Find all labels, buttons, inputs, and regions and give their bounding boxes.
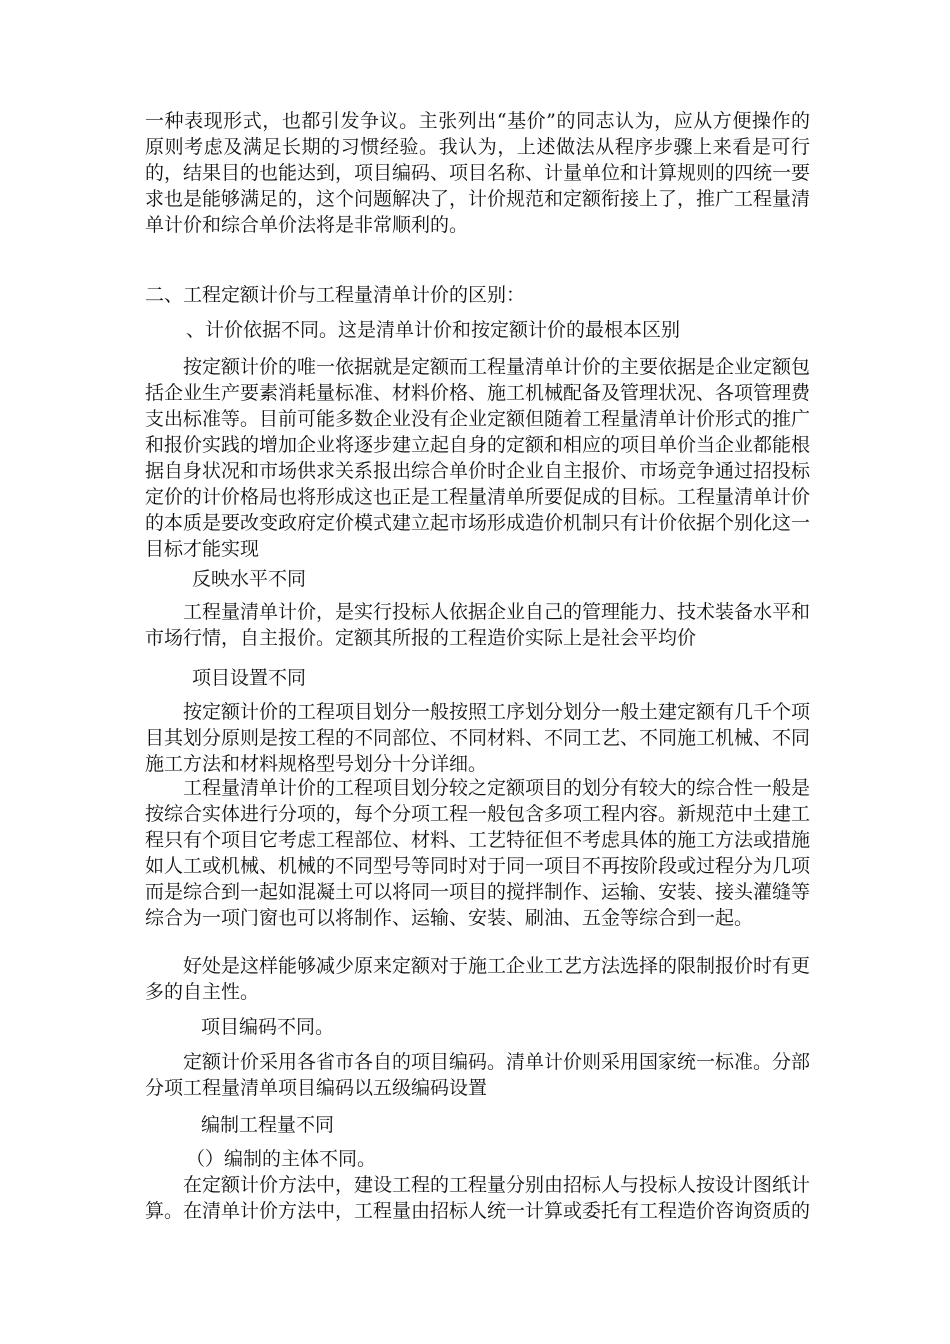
paragraph-item-code: 定额计价采用各省市各自的项目编码。清单计价则采用国家统一标准。分部分项工程量清单项目编码以五级编码设置 — [145, 1051, 811, 1099]
paragraph-subject: 在定额计价方法中，建设工程的工程量分别由招标人与投标人按设计图纸计算。在清单计价方法中，工程量由招标人统一计算或委托有工程造价咨询资质的 — [145, 1174, 811, 1222]
paragraph-intro-continued: 一种表现形式，也都引发争议。主张列出“基价”的同志认为，应从方便操作的原则考虑及满足长期的习惯经验。我认为，上述做法从程序步骤上来看是可行的，结果目的也能达到，项目编码、项目名称、计量单位和计算规则的四统一要求也是能够满足的，这个问题解决了，计价规范和定额衔接上了，推广工程量清单计价和综合单价法将是非常顺利的。 — [145, 110, 811, 236]
subheading-subject: （）编制的主体不同。 — [186, 1148, 377, 1170]
subheading-pricing-basis: 、计价依据不同。这是清单计价和按定额计价的最根本区别 — [186, 319, 681, 341]
subheading-item-setup: 项目设置不同 — [192, 667, 307, 689]
paragraph-level: 工程量清单计价，是实行投标人依据企业自己的管理能力、技术装备水平和市场行情，自主报价。定额其所报的工程造价实际上是社会平均价 — [145, 601, 811, 649]
paragraph-quota-item-division: 按定额计价的工程项目划分一般按照工序划分划分一般土建定额有几千个项目其划分原则是按工程的不同部位、不同材料、不同工艺、不同施工机械、不同施工方法和材料规格型号划分十分详细。 — [145, 701, 811, 775]
paragraph-advantage: 好处是这样能够减少原来定额对于施工企业工艺方法选择的限制报价时有更多的自主性。 — [145, 955, 811, 1003]
subheading-quantity: 编制工程量不同 — [201, 1114, 335, 1136]
paragraph-pricing-basis: 按定额计价的唯一依据就是定额而工程量清单计价的主要依据是企业定额包括企业生产要素消耗量标准、材料价格、施工机械配备及管理状况、各项管理费支出标准等。目前可能多数企业没有企业定额但随着工程量清单计价形式的推广和报价实践的增加企业将逐步建立起自身的定额和相应的项目单价当企业都能根据自身状况和市场供求关系报出综合单价时企业自主报价、市场竞争通过招投标定价的计价格局也将形成这也正是工程量清单所要促成的目标。工程量清单计价的本质是要改变政府定价模式建立起市场形成造价机制只有计价依据个别化这一目标才能实现 — [145, 356, 811, 560]
paragraph-bill-item-division: 工程量清单计价的工程项目划分较之定额项目的划分有较大的综合性一般是按综合实体进行分项的，每个分项工程一般包含多项工程内容。新规范中土建工程只有个项目它考虑工程部位、材料、工艺特征但不考虑具体的施工方法或措施如人工或机械、机械的不同型号等同时对于同一项目不再按阶段或过程分为几项而是综合到一起如混凝土可以将同一项目的搅拌制作、运输、安装、接头灌缝等综合为一项门窗也可以将制作、运输、安装、刷油、五金等综合到一起。 — [145, 777, 811, 929]
section-heading-differences: 二、工程定额计价与工程量清单计价的区别： — [145, 284, 526, 306]
subheading-item-code: 项目编码不同。 — [201, 1016, 335, 1038]
subheading-level: 反映水平不同 — [192, 568, 307, 590]
